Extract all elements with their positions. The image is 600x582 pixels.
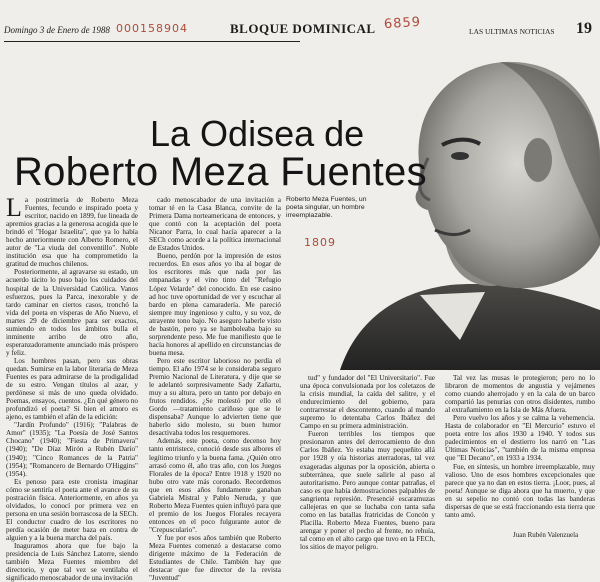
- paragraph: "Jardín Profundo" (1916); "Palabras de Amor" (1935); "La Poesía de José Santos Chocano" (1940); "Fiesta de Primavera" (1940); "De Díaz Mirón a Rubén Darío" (1940); "Cinco Romances de la Patria" (1954); "Romancero de Bernardo O'Higgins" (1954).: [6, 421, 138, 478]
- paragraph: Fue, en síntesis, un hombre irreemplazable, muy valioso. Uno de esos hombres excepcionales que parece que ya no dan en estos tierra. ¡Loor, pues, al poeta! Aunque se diga ahora que ha muerto, y que en su sepelio no contó con todas las banderas dispersas de que se está fraccionando esta tierra que tanto amó.: [445, 462, 595, 519]
- issue-date: Domingo 3 de Enero de 1988: [4, 25, 110, 35]
- paragraph: Pero vuelvo los años y se calma la vehemencia. Hasta de colaborador en "El Mercurio" estuvo el poeta entre los años 1930 a 1940. Y todos sus padecimientos en el destierro los narró en "Las Últimas Noticias", "también de la misma empresa que "El Decano", en 1933 a 1934.: [445, 414, 595, 463]
- paragraph: Y fue por esos años también que Roberto Meza Fuentes comenzó a destacarse como dirigente máximo de la Federación de Estudiantes de Chile. También hay que destacar que fue director de la revista "Juventud": [149, 533, 281, 582]
- paragraph: Tal vez las musas le protegieron; pero no lo libraron de momentos de angustia y vejámenes como cuando aherrojado y en la cala de un barco compartió las penurias con otros disidentes, rumbo al extrañamiento en la Isla de Más Afuera.: [445, 374, 595, 415]
- headline-line-2: Roberto Meza Fuentes: [14, 150, 427, 194]
- author-byline: Juan Rubén Valenzuela: [513, 531, 579, 539]
- photo-caption: Roberto Meza Fuentes, un poeta singular, un hombre irreemplazable.: [286, 196, 367, 219]
- page-number: 19: [576, 20, 592, 37]
- article-column-3: [300, 374, 435, 551]
- handwritten-number: 6859: [383, 14, 422, 33]
- paragraph: cado menoscabador de una invitación a tomar té en la Casa Blanca, convite de la Primera Dama norteamericana de entonces, y que contó con la aceptación del poeta Nicanor Parra, lo cual hacía aparecer a la SECh como acorde a la política internacional de Estados Unidos.: [149, 196, 281, 253]
- paragraph: Inaguramos ahora que fue bajo la presidencia de Luis Sánchez Latorre, siendo también Meza Fuentes miembro del directorio, y que tal vez se ventilaba el significado menoscabador de una invitación: [6, 542, 138, 582]
- paragraph: La postrimería de Roberto Meza Fuentes, fecundo e inspirado poeta y escritor, nacido en 1899, fue lineada de apremios gracias a la generosa acogida que le brindó el "Hogar Israelita", que ya lo había hecho anteriormente con Alberto Romero, el autor de "La viuda del conventillo". Noble institución esa que ha comprometido la gratitud de muchos chilenos.: [6, 193, 138, 269]
- paragraph: Además, este poeta, como decenso hoy tanto entristece, conoció desde sus albores el legítimo triunfo y la buena fama. ¿Quién otro arrasó como él, año tras año, con los Juegos Florales de la época? Entre 1918 y 1920 no hubo otro vate más coronado. Recordemos que en esos años fundamente ganaban Gabriela Mistral y Pablo Neruda, y que Roberto Meza Fuentes quien influyó para que el premio de los Juegos Florales recayera entonces en el poco fulgurante autor de "Crepusculario".: [149, 437, 281, 534]
- paragraph: Los hombres pasan, pero sus obras quedan. Sumirse en la labor literaria de Meza Fuentes es para admirarse de la prodigalidad de su estro. Vengan títulos al azar, y perdónese si más de uno queda olvidado. Poemas, ensayos, cuentos. ¿En qué género no profundizó el poeta? Si bien el amoro es ajeno, es también el afán de la edición:: [6, 356, 138, 422]
- paragraph: tud" y fundador del "El Universitario". Fue una época convulsionada por los coletazos de la crisis mundial, la caída del salitre, y el endurecimiento del gobierno, para contrarrestar el descontento, cuando al mando supremo lo detentaba Carlos Ibáñez del Campo en su primera administración.: [300, 374, 435, 431]
- article-column-1: [6, 193, 138, 582]
- newspaper-name: LAS ULTIMAS NOTICIAS: [469, 27, 555, 36]
- paragraph: Fueron terribles los tiempos que presionaron antes del derrocamiento de don Carlos Ibáñez. Yo estaba muy pequeñito allá por 1928 y oía historias aterradoras, tal vez exageradas algunas por la oposición, abierta o subterránea, que suele salirle al paso al autoritarismo. Pero aunque contar patrañas, el caso es que había demostraciones palpables de sangrienta represión. Presencié escaramuzas callejeras en que se luchaba con tanta saña como en las batallas fratricidas de Concón y Placilla. Roberto Meza Fuentes, bueno para arengar y poner el pecho al frente, no rehuía, tal como en el alto cargo que tuvo en la FECh, los sitios de mayor peligro.: [300, 430, 435, 551]
- paragraph: Es penoso para este cronista imaginar cómo se sentiría el poeta ante el avance de su postración física. Anteriormente, en años ya olvidados, lo conocí por primera vez en persona en una sesión borrascosa de la SECh. El conductor cuadro de los escritores no perdía ocasión de meter baza en contra de alguien y a la buena marcha del país.: [6, 477, 138, 542]
- headline-line-1: La Odisea de: [150, 113, 365, 154]
- paragraph: Bueno, perdón por la impresión de estos recuerdos. En esos años yo iba al bogar de los escritores más que nada por las empanadas y el vino tinto del "Refugio López Velarde" del conocido. En ese casino ad hoc tuve oportunidad de ver y escuchar al bardo en plena camaradería. Me pareció siempre muy ingenioso y culto, y su voz, de atrayente tono bajo. No aseguro haberle visto de bastón, pero ya se hamboleaba bajo su sorprendente peso. Me fue manifiesto que le hacía honores al apellido en circunstancias de buena mesa.: [149, 252, 281, 357]
- handwritten-year: 1809: [304, 236, 336, 249]
- article-column-4: [445, 374, 595, 526]
- section-title: BLOQUE DOMINICAL: [230, 21, 376, 36]
- drop-cap: L: [6, 193, 22, 222]
- archive-stamp-number: 000158904: [116, 22, 188, 35]
- paragraph: Posteriormente, al agravarse su estado, un acuerdo tácito lo puso bajo los cuidados del hospital de la Universidad Católica. Vanos esfuerzos, pues la Parca, inexorable y de tardo caminar en ciertos casos, tronchó la vida del poeta en vísperas de Año Nuevo, el martes 29 de diciembre para ser exactos, sumiendo en todos los ámbitos bulla el inminente arribo de otro año, esperanzadoramente anunciado más próspero y feliz.: [6, 268, 138, 357]
- paragraph: Pero este escritor laborioso no perdía el tiempo. El año 1974 se le consideraba seguro Premio Nacional de Literatura, y dije que se le adelantó sorpresivamente Sady Zañartu, muy a su altura, pero un tanto por debajo en frutos rendidos. ¿Se molestó por ello el Gordo —tratamiento cariñoso que se le dispensaba? Aunque lo advierten tiene que haberlo sido molesto, su buen humor desactivaba todos los resquemores.: [149, 356, 281, 438]
- article-column-2: [149, 196, 281, 582]
